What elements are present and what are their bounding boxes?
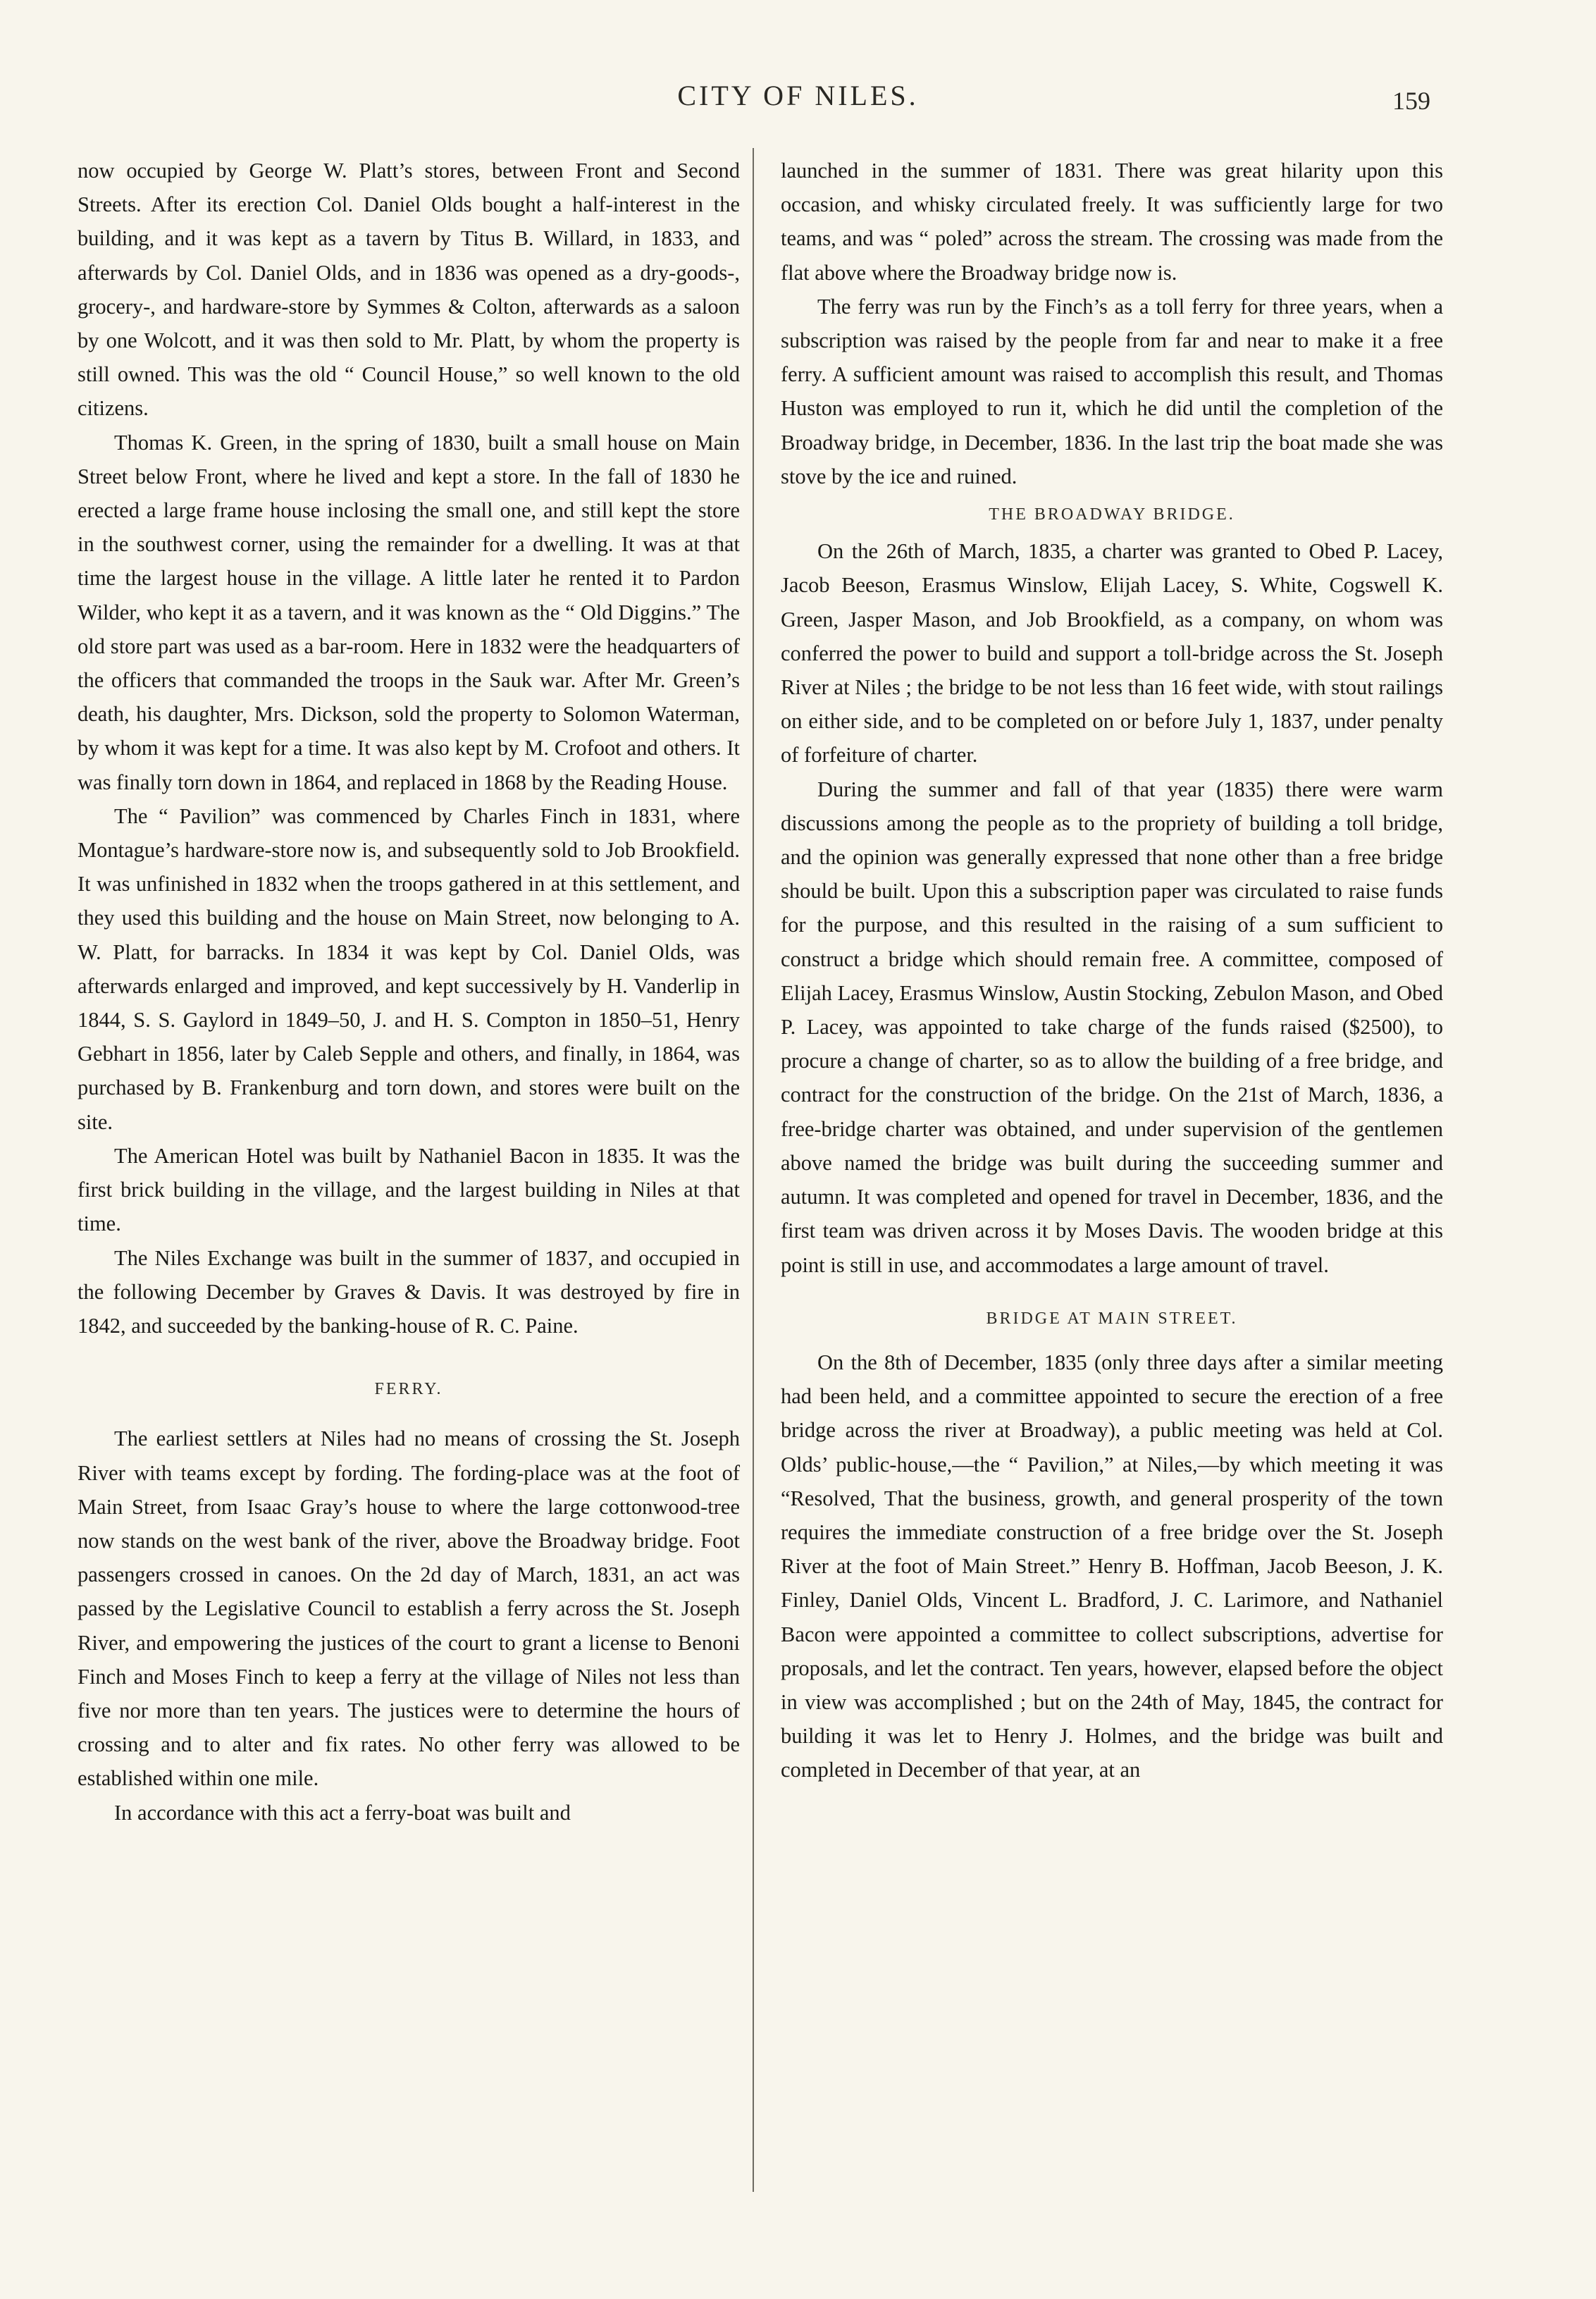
- paragraph: now occupied by George W. Platt’s stores, between Front and Second Streets. After its erection Col. Daniel Olds bought a half-interest in the building, and it was kept as a tavern by Titus B. Willard, in 1833, and afterwards by Col. Daniel Olds, and in 1836 was opened as a dry-goods-, grocery-, and hardware-store by Symmes & Colton, afterwards as a saloon by one Wolcott, and it was then sold to Mr. Platt, by whom the property is still owned. This was the old “ Council House,” so well known to the old citizens.: [78, 159, 740, 421]
- paragraph: Thomas K. Green, in the spring of 1830, built a small house on Main Street below Front, where he lived and kept a store. In the fall of 1830 he erected a large frame house inclosing the small one, and still kept the store in the southwest corner, using the remainder for a dwelling. It was at that time the largest house in the village. A little later he rented it to Pardon Wilder, who kept it as a tavern, and it was known as the “ Old Diggins.” The old store part was used as a bar-room. Here in 1832 were the headquarters of the officers that commanded the troops in the Sauk war. After Mr. Green’s death, his daughter, Mrs. Dickson, sold the property to Solomon Waterman, by whom it was kept for a time. It was also kept by M. Crofoot and others. It was finally torn down in 1864, and replaced in 1868 by the Reading House.: [78, 430, 740, 794]
- paragraph: The earliest settlers at Niles had no means of crossing the St. Joseph River with teams except by fording. The fording-place was at the foot of Main Street, from Isaac Gray’s house to where the large cottonwood-tree now stands on the west bank of the river, above the Broadway bridge. Foot passengers crossed in canoes. On the 2d day of March, 1831, an act was passed by the Legislative Council to establish a ferry across the St. Joseph River, and empowering the justices of the court to grant a license to Benoni Finch and Moses Finch to keep a ferry at the village of Niles not less than five nor more than ten years. The justices were to determine the hours of crossing and to alter and fix rates. No other ferry was allowed to be established within one mile.: [78, 1426, 740, 1791]
- left-column: [78, 154, 740, 1830]
- section-heading-ferry: FERRY.: [374, 1380, 443, 1399]
- paragraph: The American Hotel was built by Nathaniel Bacon in 1835. It was the first brick building in the village, and the largest building in Niles at that time.: [78, 1143, 740, 1236]
- paragraph: The ferry was run by the Finch’s as a toll ferry for three years, when a subscription was raised by the people from far and near to make it a free ferry. A sufficient amount was raised to accomplish this result, and Thomas Huston was employed to run it, which he did until the completion of the Broadway bridge, in December, 1836. In the last trip the boat made she was stove by the ice and ruined.: [781, 294, 1443, 488]
- section-heading-broadway-bridge: THE BROADWAY BRIDGE.: [989, 505, 1235, 524]
- paragraph: launched in the summer of 1831. There was great hilarity upon this occasion, and whisky circulated freely. It was sufficiently large for two teams, and was “ poled” across the stream. The crossing was made from the flat above where the Broadway bridge now is.: [781, 159, 1443, 285]
- paragraph: On the 8th of December, 1835 (only three days after a similar meeting had been held, and a committee appointed to secure the erection of a free bridge across the river at Broadway), a public meeting was held at Col. Olds’ public-house,—the “ Pavilion,” at Niles,—by which meeting it was “Resolved, That the business, growth, and general prosperity of the town requires the immediate construction of a free bridge over the St. Joseph River at the foot of Main Street.” Henry B. Hoffman, Jacob Beeson, J. K. Finley, Daniel Olds, Vincent L. Bradford, J. C. Larimore, and Nathaniel Bacon were appointed a committee to collect subscriptions, advertise for proposals, and let the contract. Ten years, however, elapsed before the object in view was accomplished ; but on the 24th of May, 1845, the contract for building it was let to Henry J. Holmes, and the bridge was built and completed in December of that year, at an: [781, 1350, 1443, 1782]
- paragraph: The Niles Exchange was built in the summer of 1837, and occupied in the following December by Graves & Davis. It was destroyed by fire in 1842, and succeeded by the banking-house of R. C. Paine.: [78, 1245, 740, 1338]
- page-title: CITY OF NILES.: [677, 80, 919, 111]
- paragraph: In accordance with this act a ferry-boat was built and: [114, 1800, 571, 1825]
- page-number: 159: [1392, 87, 1430, 115]
- right-column: [781, 154, 1443, 1787]
- paragraph: On the 26th of March, 1835, a charter was granted to Obed P. Lacey, Jacob Beeson, Erasmus Winslow, Elijah Lacey, S. White, Cogswell K. Green, Jasper Mason, and Job Brookfield, as a company, on whom was conferred the power to build and support a toll-bridge across the St. Joseph River at Niles ; the bridge to be not less than 16 feet wide, with stout railings on either side, and to be completed on or before July 1, 1837, under penalty of forfeiture of charter.: [781, 539, 1443, 768]
- column-divider: [753, 148, 754, 2192]
- paragraph: The “ Pavilion” was commenced by Charles Finch in 1831, where Montague’s hardware-store now is, and subsequently sold to Job Brookfield. It was unfinished in 1832 when the troops gathered in at this settlement, and they used this building and the house on Main Street, now belonging to A. W. Platt, for barracks. In 1834 it was kept by Col. Daniel Olds, was afterwards enlarged and improved, and kept successively by H. Vanderlip in 1844, S. S. Gaylord in 1849–50, J. and H. S. Compton in 1850–51, Henry Gebhart in 1856, later by Caleb Sepple and others, and finally, in 1864, was purchased by B. Frankenburg and torn down, and stores were built on the site.: [78, 803, 740, 1134]
- paragraph: During the summer and fall of that year (1835) there were warm discussions among the people as to the propriety of building a toll bridge, and the opinion was generally expressed that none other than a free bridge should be built. Upon this a subscription paper was circulated to raise funds for the purpose, and this resulted in the raising of a sum sufficient to construct a bridge which should remain free. A committee, composed of Elijah Lacey, Erasmus Winslow, Austin Stocking, Zebulon Mason, and Obed P. Lacey, was appointed to take charge of the funds raised ($2500), to procure a change of charter, so as to allow the building of a free bridge, and contract for the construction of the bridge. On the 21st of March, 1836, a free-bridge charter was obtained, and under supervision of the gentlemen above named the bridge was built during the succeeding summer and autumn. It was completed and opened for travel in December, 1836, and the first team was driven across it by Moses Davis. The wooden bridge at this point is still in use, and accommodates a large amount of travel.: [781, 777, 1443, 1277]
- section-heading-main-street-bridge: BRIDGE AT MAIN STREET.: [986, 1309, 1238, 1328]
- running-head: [0, 79, 1596, 121]
